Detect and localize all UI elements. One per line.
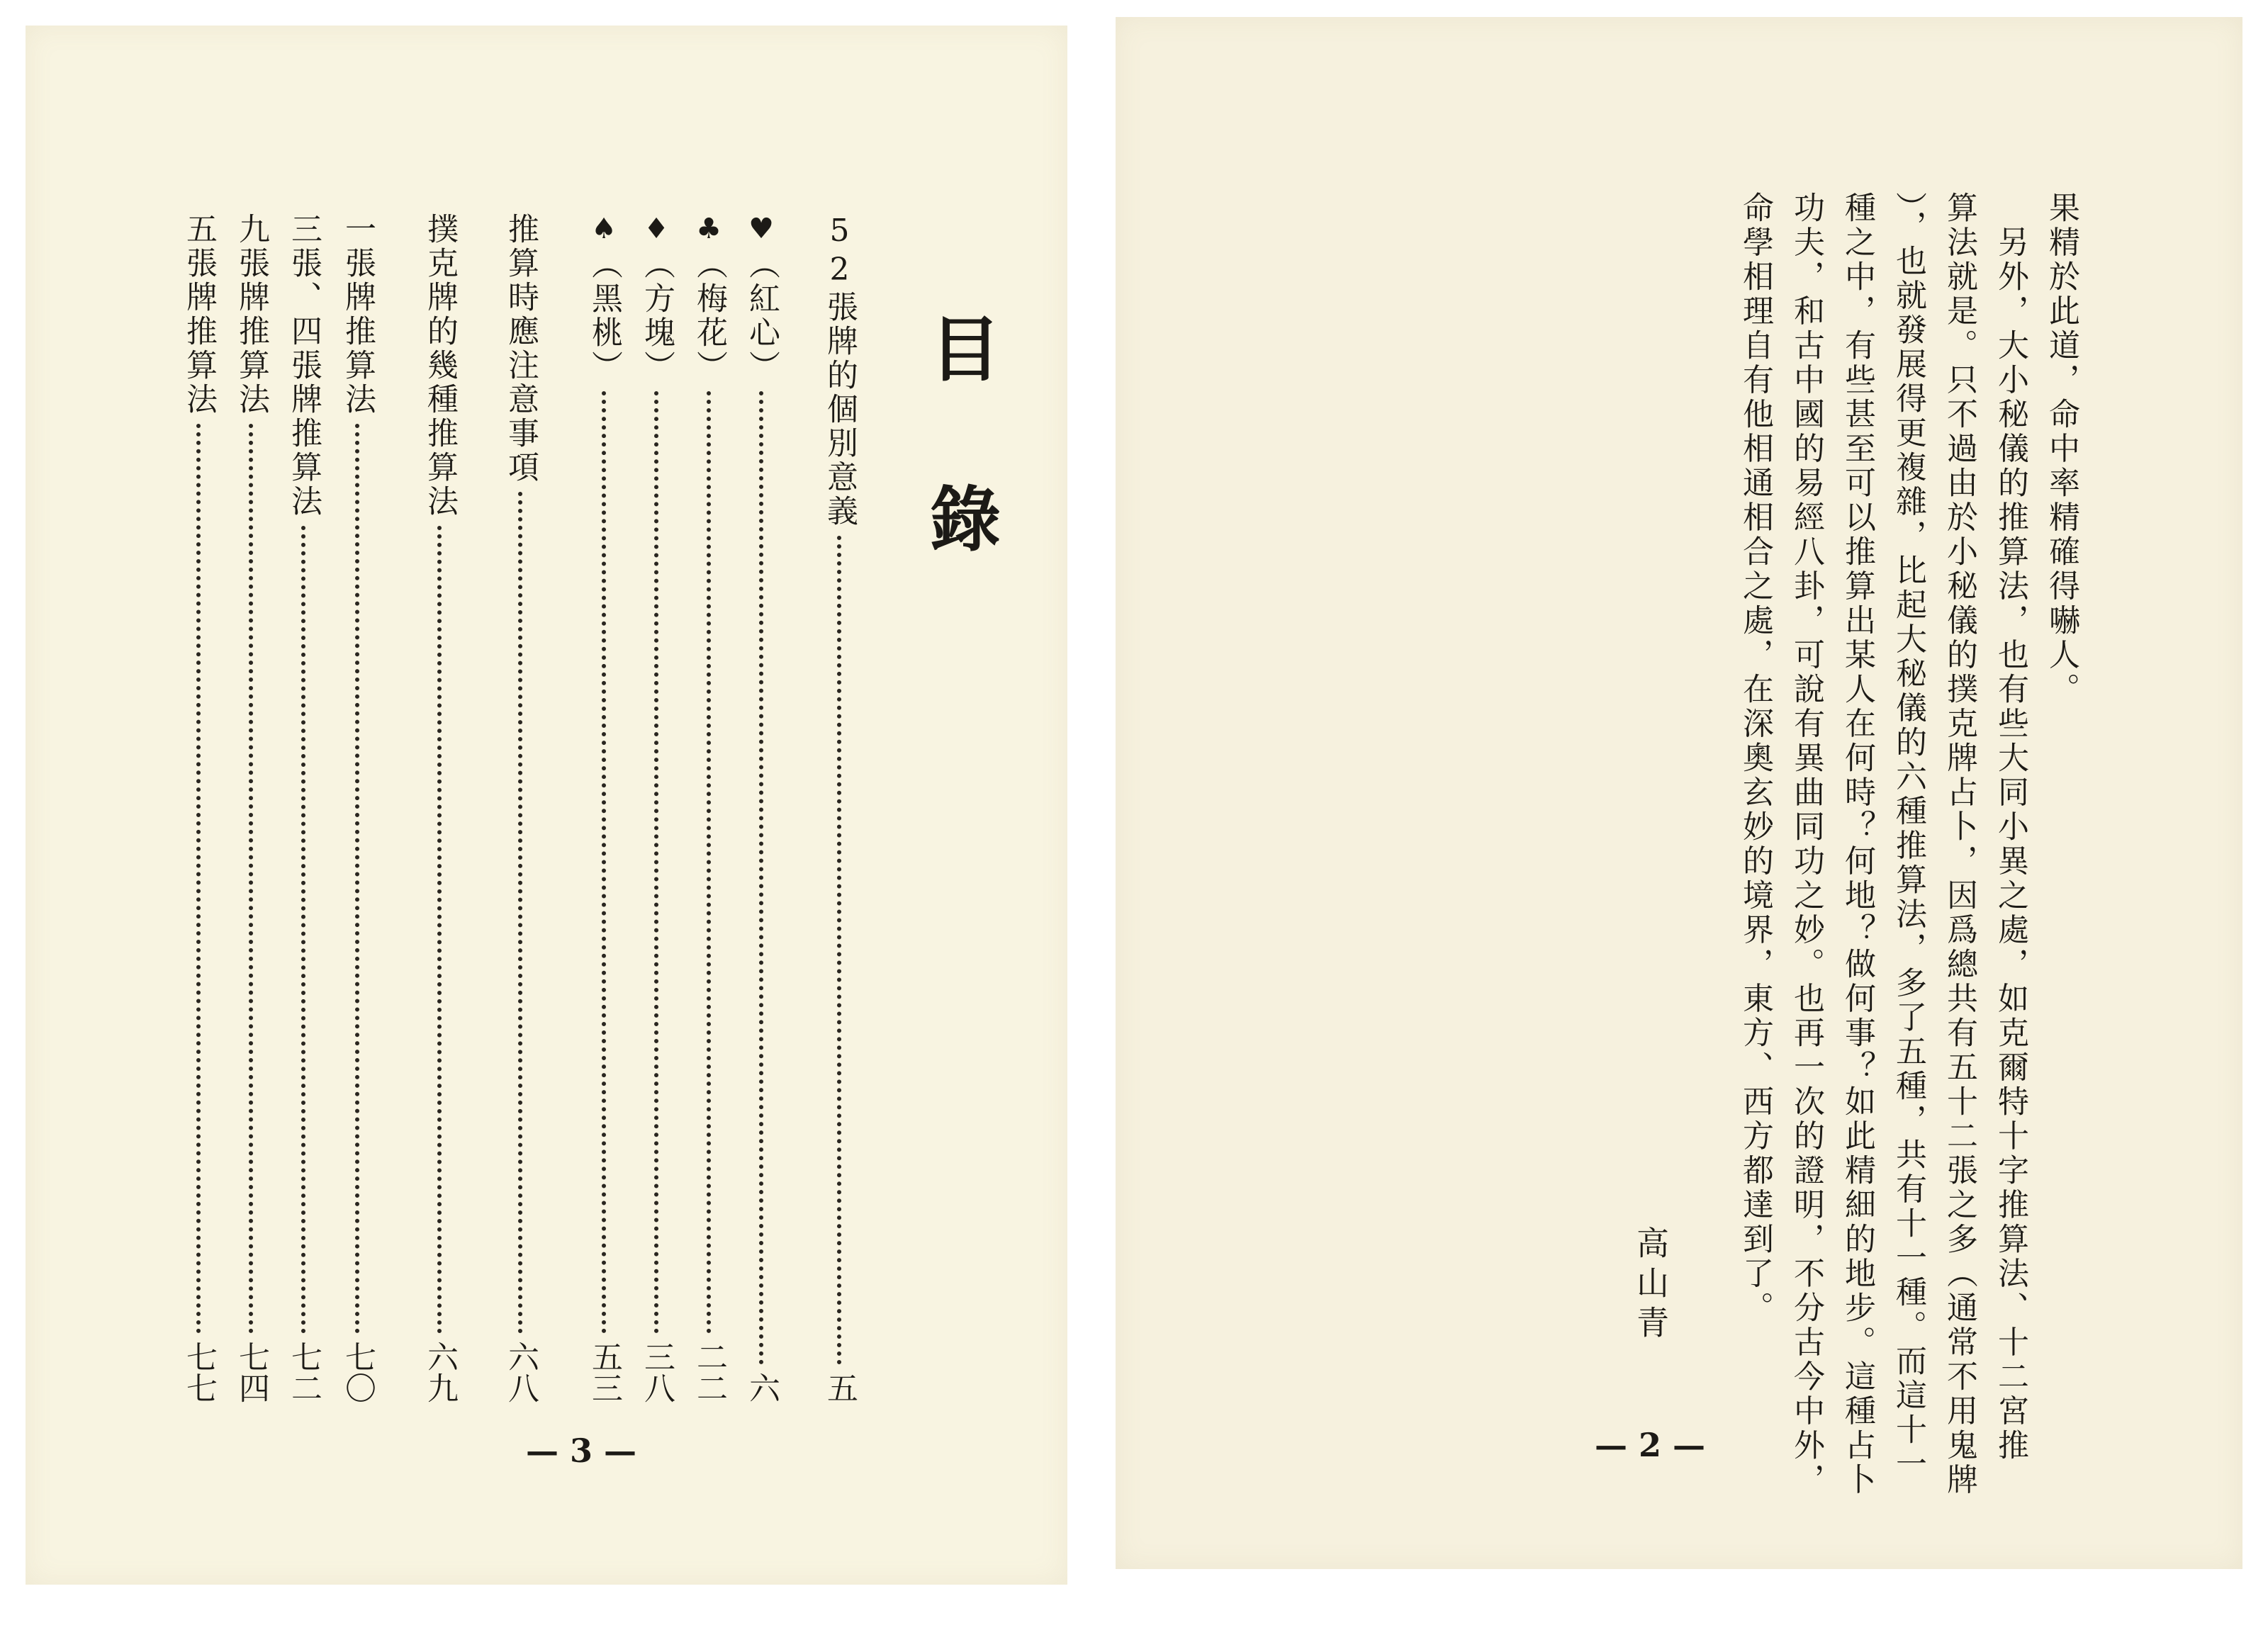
toc-entry-page: 五三 [586,1341,622,1403]
page-number-left: — 3 — [526,1432,637,1470]
toc-entry-page: 三八 [639,1341,675,1403]
toc-entry-page: 七四 [233,1341,269,1403]
toc-entry-label: 推算時應注意事項 [503,213,539,485]
toc-leader-dots [437,526,442,1334]
toc-leader-dots [196,424,201,1334]
toc-entry[interactable] [639,213,675,1403]
author-signature: 高山青 [1632,1226,1670,1345]
toc-entry-label: （梅花） [691,248,727,384]
toc-entry-label: 五張牌推算法 [181,213,217,417]
toc-entry[interactable] [821,213,858,1403]
toc-entry[interactable] [743,213,780,1403]
prose-column: 算法就是。只不過由於小秘儀的撲克牌占卜，因爲總共有五十二張之多（通常不用鬼牌 [1941,191,1977,1497]
prose-column: 果精於此道，命中率精確得嚇人。 [2043,191,2079,707]
toc-entry[interactable] [503,213,539,1403]
prose-column: 命學相理自有他相通相合之處，在深奧玄妙的境界，東方、西方都達到了。 [1737,191,1773,1326]
toc-leader-dots [654,391,658,1334]
toc-leader-dots [301,526,305,1334]
prose-column: ），也就發展得更複雜，比起大秘儀的六種推算法，多了五種，共有十一種。而這十一 [1890,191,1926,1482]
toc-leader-dots [249,424,253,1334]
prose-column: 另外，大小秘儀的推算法，也有些大同小異之處，如克爾特十字推算法、十二宮推 [1992,191,2028,1463]
toc-entry-page: 二二 [691,1341,727,1403]
spade-suit-icon: ♠ [588,213,620,248]
toc-entry[interactable] [339,213,376,1403]
toc-entry[interactable] [233,213,269,1403]
toc-entry-label: 一張牌推算法 [339,213,376,417]
toc-entry-label: 撲克牌的幾種推算法 [422,213,458,519]
toc-entry-page: 五 [821,1372,858,1403]
toc-entry[interactable] [286,213,322,1403]
toc-leader-dots [602,391,606,1334]
toc-entry-label: （方塊） [639,248,675,384]
toc-entry-page: 六九 [422,1341,458,1403]
heart-suit-icon: ♥ [745,213,777,248]
toc-entry[interactable] [586,213,622,1403]
toc-leader-dots [837,536,841,1365]
toc-entry-label: 三張、四張牌推算法 [286,213,322,519]
toc-entry[interactable] [691,213,727,1403]
toc-entry-page: 六 [743,1372,780,1403]
toc-entry-label: （紅心） [743,248,780,384]
toc-entry-label: （黑桃） [586,248,622,384]
toc-leader-dots [759,391,763,1365]
toc-title: 目錄 [918,312,1001,652]
prose-column: 功夫，和古中國的易經八卦，可說有異曲同功之妙。也再一次的證明，不分古今中外， [1788,191,1824,1497]
club-suit-icon: ♣ [692,213,725,248]
toc-leader-dots [355,424,359,1334]
toc-leader-dots [518,492,522,1334]
toc-entry-label: 52張牌的個別意義 [821,213,858,529]
toc-entry[interactable] [422,213,458,1403]
toc-entry-page: 六八 [503,1341,539,1403]
toc-entry[interactable] [181,213,217,1403]
prose-column: 種之中，有些甚至可以推算出某人在何時？何地？做何事？如此精細的地步。這種占卜 [1839,191,1875,1497]
toc-leader-dots [707,391,711,1334]
toc-entry-page: 七二 [286,1341,322,1403]
diamond-suit-icon: ♦ [640,213,673,248]
toc-entry-page: 七〇 [339,1341,376,1403]
toc-entry-label: 九張牌推算法 [233,213,269,417]
toc-entry-page: 七七 [181,1341,217,1403]
page-number-right: — 2 — [1595,1426,1706,1464]
